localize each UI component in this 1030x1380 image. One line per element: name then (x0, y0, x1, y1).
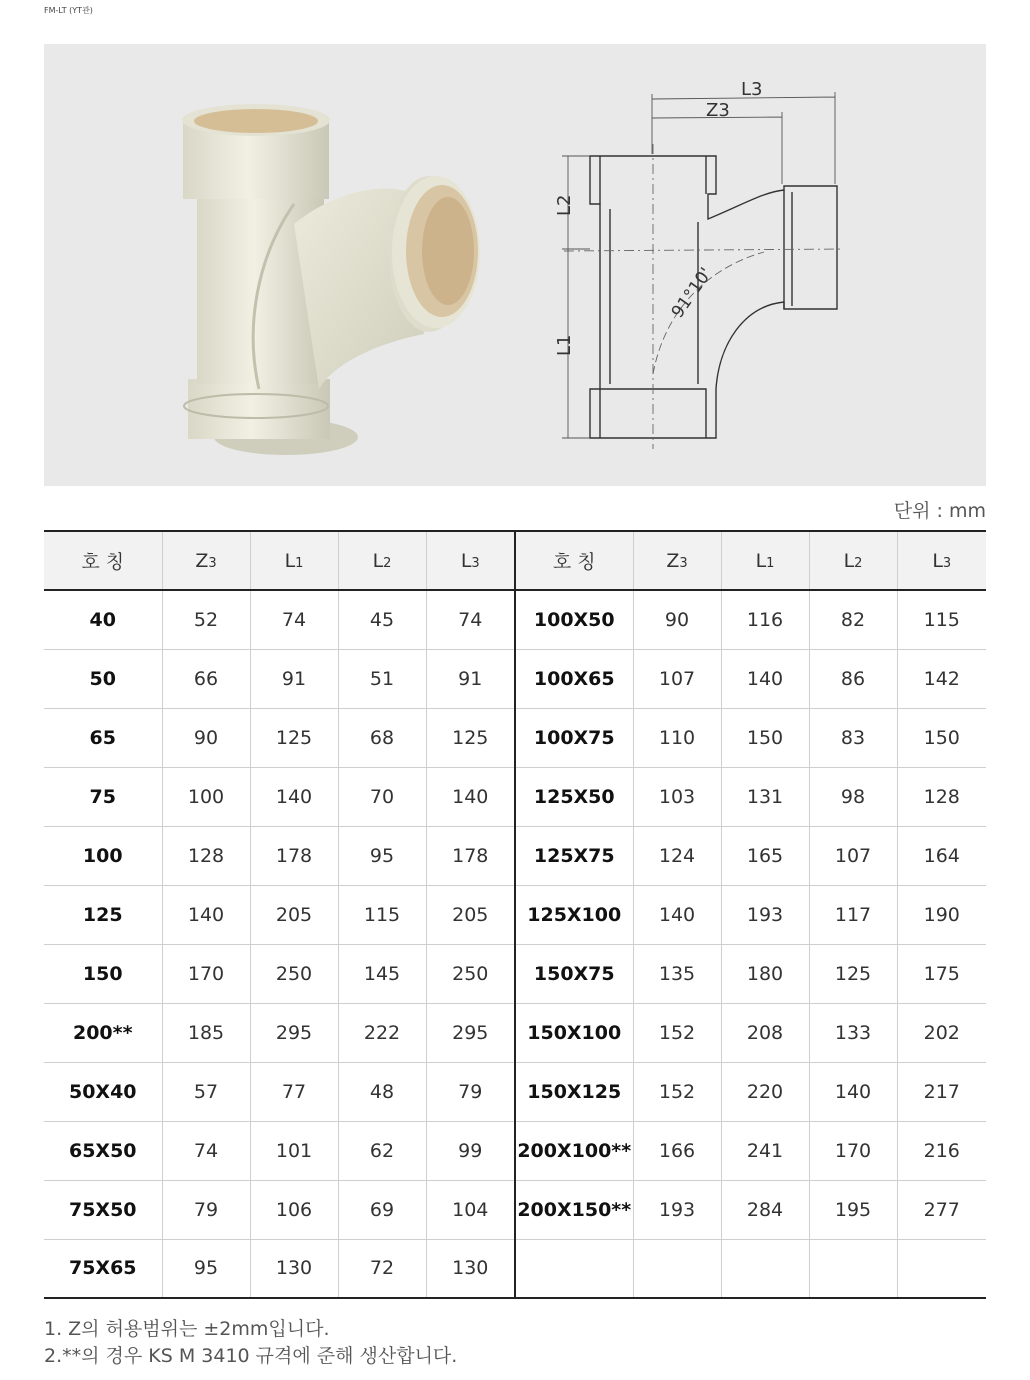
value-cell: 150 (897, 708, 986, 767)
value-cell: 90 (633, 590, 721, 649)
value-cell: 140 (162, 885, 250, 944)
value-cell: 91 (250, 649, 338, 708)
column-header-subscript: 3 (942, 555, 952, 571)
column-header-label: 호 칭 (81, 551, 125, 573)
value-cell: 277 (897, 1180, 986, 1239)
value-cell: 170 (162, 944, 250, 1003)
size-cell: 125 (44, 885, 162, 944)
column-header-label: Z (666, 549, 680, 572)
column-header-subscript: 2 (854, 555, 863, 571)
value-cell: 79 (162, 1180, 250, 1239)
value-cell: 117 (809, 885, 897, 944)
value-cell: 74 (250, 590, 338, 649)
size-cell: 100X75 (515, 708, 633, 767)
value-cell: 130 (426, 1239, 515, 1298)
table-row (44, 649, 986, 708)
value-cell: 100 (162, 767, 250, 826)
size-cell: 150X75 (515, 944, 633, 1003)
dim-l1-label: L1 (554, 334, 575, 356)
value-cell: 125 (809, 944, 897, 1003)
value-cell: 295 (250, 1003, 338, 1062)
value-cell: 135 (633, 944, 721, 1003)
table-row (44, 708, 986, 767)
value-cell: 99 (426, 1121, 515, 1180)
value-cell: 190 (897, 885, 986, 944)
value-cell (897, 1239, 986, 1298)
notes (44, 1316, 457, 1370)
value-cell: 115 (897, 590, 986, 649)
note-item: 2.**의 경우 KS M 3410 규격에 준해 생산합니다. (44, 1345, 458, 1367)
size-cell: 125X50 (515, 767, 633, 826)
size-cell: 50 (44, 649, 162, 708)
value-cell: 140 (633, 885, 721, 944)
dim-l2-label: L2 (554, 194, 575, 216)
value-cell: 116 (721, 590, 809, 649)
value-cell (721, 1239, 809, 1298)
size-cell: 125X100 (515, 885, 633, 944)
size-cell: 75X65 (44, 1239, 162, 1298)
column-header-subscript: 3 (471, 555, 480, 571)
value-cell: 140 (426, 767, 515, 826)
column-header-label: L (932, 549, 943, 572)
column-header-label: L (460, 549, 472, 572)
value-cell: 216 (897, 1121, 986, 1180)
value-cell: 205 (426, 885, 515, 944)
value-cell: 165 (721, 826, 809, 885)
table-row (44, 1239, 986, 1298)
value-cell (633, 1239, 721, 1298)
column-header (162, 531, 250, 590)
value-cell: 70 (338, 767, 426, 826)
note-item: 1. Z의 허용범위는 ±2mm입니다. (44, 1318, 330, 1340)
value-cell: 68 (338, 708, 426, 767)
value-cell: 130 (250, 1239, 338, 1298)
table-row (44, 944, 986, 1003)
value-cell: 193 (721, 885, 809, 944)
value-cell: 104 (426, 1180, 515, 1239)
value-cell: 202 (897, 1003, 986, 1062)
column-header-subscript: 1 (766, 555, 775, 571)
size-cell: 75X50 (44, 1180, 162, 1239)
value-cell: 142 (897, 649, 986, 708)
column-header (809, 531, 897, 590)
column-header (897, 531, 986, 590)
value-cell: 175 (897, 944, 986, 1003)
value-cell: 74 (162, 1121, 250, 1180)
column-header-subscript: 3 (208, 555, 217, 571)
size-cell: 65X50 (44, 1121, 162, 1180)
value-cell: 178 (250, 826, 338, 885)
value-cell: 128 (897, 767, 986, 826)
size-cell: 50X40 (44, 1062, 162, 1121)
table-row (44, 767, 986, 826)
value-cell: 222 (338, 1003, 426, 1062)
column-header (721, 531, 809, 590)
value-cell: 140 (250, 767, 338, 826)
size-cell: 150 (44, 944, 162, 1003)
value-cell: 45 (338, 590, 426, 649)
value-cell: 180 (721, 944, 809, 1003)
value-cell: 77 (250, 1062, 338, 1121)
value-cell: 57 (162, 1062, 250, 1121)
value-cell: 101 (250, 1121, 338, 1180)
table-row (44, 1121, 986, 1180)
value-cell: 48 (338, 1062, 426, 1121)
size-cell: 150X100 (515, 1003, 633, 1062)
table-header-row (44, 531, 986, 590)
value-cell: 91 (426, 649, 515, 708)
figure-svg (44, 44, 986, 486)
size-cell: 100 (44, 826, 162, 885)
column-header-label: 호 칭 (552, 551, 596, 573)
value-cell: 103 (633, 767, 721, 826)
document-label: FM-LT (YT관) (44, 6, 93, 15)
value-cell: 82 (809, 590, 897, 649)
column-header (44, 531, 162, 590)
table-body (44, 590, 986, 1298)
value-cell: 110 (633, 708, 721, 767)
value-cell: 95 (338, 826, 426, 885)
value-cell: 107 (633, 649, 721, 708)
value-cell: 107 (809, 826, 897, 885)
value-cell: 115 (338, 885, 426, 944)
value-cell: 106 (250, 1180, 338, 1239)
value-cell: 128 (162, 826, 250, 885)
column-header-label: Z (195, 549, 209, 572)
value-cell: 217 (897, 1062, 986, 1121)
table-row (44, 1180, 986, 1239)
value-cell: 205 (250, 885, 338, 944)
size-cell (515, 1239, 633, 1298)
pipe-fitting-photo (182, 104, 480, 455)
value-cell: 250 (250, 944, 338, 1003)
value-cell: 166 (633, 1121, 721, 1180)
value-cell: 152 (633, 1003, 721, 1062)
value-cell: 66 (162, 649, 250, 708)
value-cell: 79 (426, 1062, 515, 1121)
product-figure-panel (44, 44, 986, 486)
column-header-label: L (755, 549, 767, 572)
column-header (633, 531, 721, 590)
size-cell: 200X100** (515, 1121, 633, 1180)
column-header-subscript: 1 (295, 555, 304, 571)
value-cell: 220 (721, 1062, 809, 1121)
size-cell: 65 (44, 708, 162, 767)
value-cell: 140 (809, 1062, 897, 1121)
value-cell: 72 (338, 1239, 426, 1298)
value-cell: 152 (633, 1062, 721, 1121)
value-cell: 193 (633, 1180, 721, 1239)
column-header (250, 531, 338, 590)
column-header (338, 531, 426, 590)
column-header-subscript: 3 (679, 555, 688, 571)
table-row (44, 590, 986, 649)
value-cell: 185 (162, 1003, 250, 1062)
size-cell: 75 (44, 767, 162, 826)
table-row (44, 826, 986, 885)
table-row (44, 1062, 986, 1121)
value-cell: 74 (426, 590, 515, 649)
size-cell: 100X65 (515, 649, 633, 708)
value-cell: 62 (338, 1121, 426, 1180)
column-header (426, 531, 515, 590)
value-cell: 178 (426, 826, 515, 885)
value-cell: 95 (162, 1239, 250, 1298)
column-header-label: L (372, 549, 384, 572)
value-cell: 284 (721, 1180, 809, 1239)
value-cell: 195 (809, 1180, 897, 1239)
value-cell: 51 (338, 649, 426, 708)
value-cell: 83 (809, 708, 897, 767)
value-cell: 133 (809, 1003, 897, 1062)
dim-l3-label: L3 (741, 79, 763, 100)
value-cell: 208 (721, 1003, 809, 1062)
value-cell: 140 (721, 649, 809, 708)
size-cell: 200** (44, 1003, 162, 1062)
value-cell: 131 (721, 767, 809, 826)
size-cell: 125X75 (515, 826, 633, 885)
value-cell: 90 (162, 708, 250, 767)
value-cell: 124 (633, 826, 721, 885)
unit-label: 단위 : mm (893, 500, 986, 522)
value-cell: 170 (809, 1121, 897, 1180)
table-row (44, 885, 986, 944)
value-cell: 150 (721, 708, 809, 767)
value-cell: 145 (338, 944, 426, 1003)
value-cell: 98 (809, 767, 897, 826)
size-cell: 200X150** (515, 1180, 633, 1239)
value-cell: 86 (809, 649, 897, 708)
column-header-label: L (284, 549, 296, 572)
specification-table (44, 530, 986, 1299)
column-header-subscript: 2 (383, 555, 392, 571)
size-cell: 40 (44, 590, 162, 649)
value-cell: 241 (721, 1121, 809, 1180)
column-header-label: L (843, 549, 855, 572)
dim-z3-label: Z3 (706, 100, 730, 121)
value-cell: 52 (162, 590, 250, 649)
value-cell: 164 (897, 826, 986, 885)
dim-angle-label: 91°10' (667, 264, 717, 322)
table-row (44, 1003, 986, 1062)
value-cell: 295 (426, 1003, 515, 1062)
size-cell: 100X50 (515, 590, 633, 649)
value-cell: 125 (250, 708, 338, 767)
value-cell: 250 (426, 944, 515, 1003)
value-cell: 125 (426, 708, 515, 767)
column-header (515, 531, 633, 590)
size-cell: 150X125 (515, 1062, 633, 1121)
value-cell: 69 (338, 1180, 426, 1239)
value-cell (809, 1239, 897, 1298)
